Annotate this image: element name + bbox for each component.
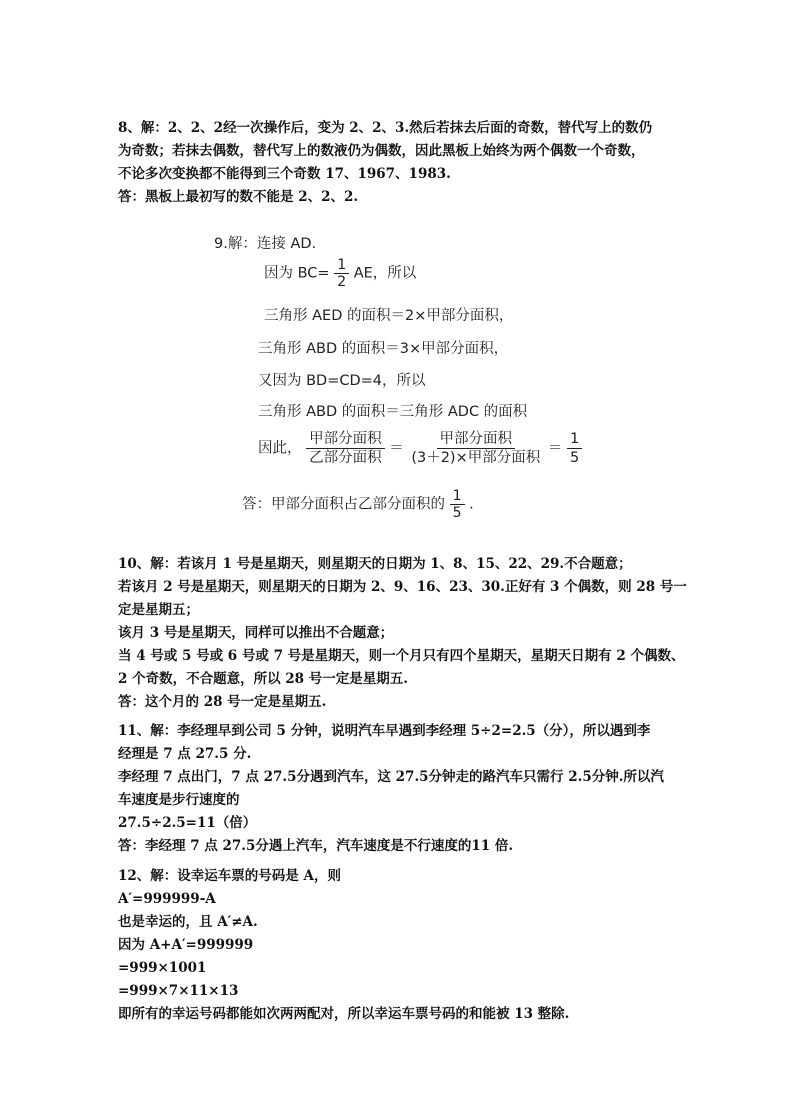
text: 因为 BC=	[264, 265, 330, 282]
solution-10-line: 若该月 2 号是星期天，则星期天的日期为 2、9、16、23、30.正好有 3 个偶数，则 28 号一	[118, 579, 687, 595]
solution-11	[118, 720, 678, 858]
solution-12	[118, 865, 678, 1026]
solution-12-line: =999×1001	[118, 960, 207, 976]
equals-sign: ＝	[389, 440, 404, 457]
fraction-denominator: 乙部分面积	[309, 450, 382, 466]
fraction-numerator: 1	[450, 489, 465, 505]
fraction-numerator: 甲部分面积	[437, 431, 516, 449]
text: 因此，	[258, 440, 302, 457]
solution-10-line: 该月 3 号是星期天，同样可以推出不合题意；	[118, 625, 394, 641]
fraction	[450, 489, 465, 520]
solution-10-line: 定是星期五；	[118, 602, 199, 618]
solution-11-line: 李经理 7 点出门，7 点 27.5分遇到汽车，这 27.5分钟走的路汽车只需行 2.5分钟.所以汽	[118, 769, 664, 785]
solution-9-line	[264, 258, 416, 289]
solution-9-line: 三角形 ABD 的面积＝三角形 ADC 的面积	[258, 404, 528, 420]
solution-8	[118, 117, 678, 209]
solution-9-answer	[242, 489, 474, 520]
equals-sign: ＝	[547, 440, 563, 457]
solution-12-line: 即所有的幸运号码都能如次两两配对，所以幸运车票号码的和能被 13 整除.	[118, 1006, 570, 1022]
solution-10	[118, 553, 687, 714]
fraction	[306, 431, 385, 466]
solution-9-equation	[258, 431, 582, 466]
solution-8-line: 8、解：2、2、2经一次操作后，变为 2、2、3.然后若抹去后面的奇数，替代写上的数仍	[118, 120, 653, 136]
solution-12-line: 12、解：设幸运车票的号码是 A，则	[118, 868, 341, 884]
solution-9-line: 三角形 AED 的面积＝2×甲部分面积，	[264, 308, 514, 324]
fraction-numerator: 1	[334, 258, 349, 274]
solution-11-line: 27.5÷2.5=11（倍）	[118, 815, 257, 831]
fraction	[567, 431, 582, 466]
solution-9-line: 又因为 BD=CD=4，所以	[258, 373, 426, 389]
solution-11-line: 经理是 7 点 27.5 分.	[118, 746, 252, 762]
fraction-denominator: (3＋2)×甲部分面积	[411, 450, 541, 466]
solution-12-line: =999×7×11×13	[118, 983, 239, 999]
solution-11-answer: 答：李经理 7 点 27.5分遇上汽车，汽车速度是不行速度的11 倍.	[118, 838, 514, 854]
fraction-numerator: 1	[567, 431, 582, 449]
fraction-denominator: 2	[337, 274, 347, 290]
solution-10-line: 当 4 号或 5 号或 6 号或 7 号是星期天，则一个月只有四个星期天，星期天日期有 2 个偶数、	[118, 648, 685, 664]
solution-10-line: 2 个奇数，不合题意，所以 28 号一定是星期五.	[118, 671, 408, 687]
text: .	[469, 496, 474, 513]
text: 答：甲部分面积占乙部分面积的	[242, 496, 445, 513]
solution-12-line: A′=999999-A	[118, 891, 216, 907]
solution-8-line: 不论多次变换都不能得到三个奇数 17、1967、1983.	[118, 166, 451, 182]
fraction-denominator: 5	[569, 450, 580, 466]
solution-10-answer: 答：这个月的 28 号一定是星期五.	[118, 694, 327, 710]
fraction-denominator: 5	[452, 505, 462, 521]
solution-12-line: 因为 A+A′=999999	[118, 937, 254, 953]
solution-11-line: 11、解：李经理早到公司 5 分钟，说明汽车早遇到李经理 5÷2=2.5（分），所以遇到李	[118, 723, 651, 739]
solution-8-answer: 答：黑板上最初写的数不能是 2、2、2.	[118, 189, 359, 205]
text: AE，所以	[353, 265, 417, 282]
solution-11-line: 车速度是步行速度的	[118, 792, 240, 808]
solution-9-line: 9.解：连接 AD.	[214, 236, 317, 252]
solution-10-line: 10、解：若该月 1 号是星期天，则星期天的日期为 1、8、15、22、29.不合题意；	[118, 556, 632, 572]
fraction	[334, 258, 349, 289]
fraction	[408, 431, 543, 466]
solution-12-line: 也是幸运的，且 A′≠A.	[118, 914, 258, 930]
fraction-numerator: 甲部分面积	[306, 431, 385, 449]
solution-9-line: 三角形 ABD 的面积＝3×甲部分面积，	[258, 341, 509, 357]
solution-8-line: 为奇数；若抹去偶数，替代写上的数液仍为偶数，因此黑板上始终为两个偶数一个奇数，	[118, 143, 645, 159]
